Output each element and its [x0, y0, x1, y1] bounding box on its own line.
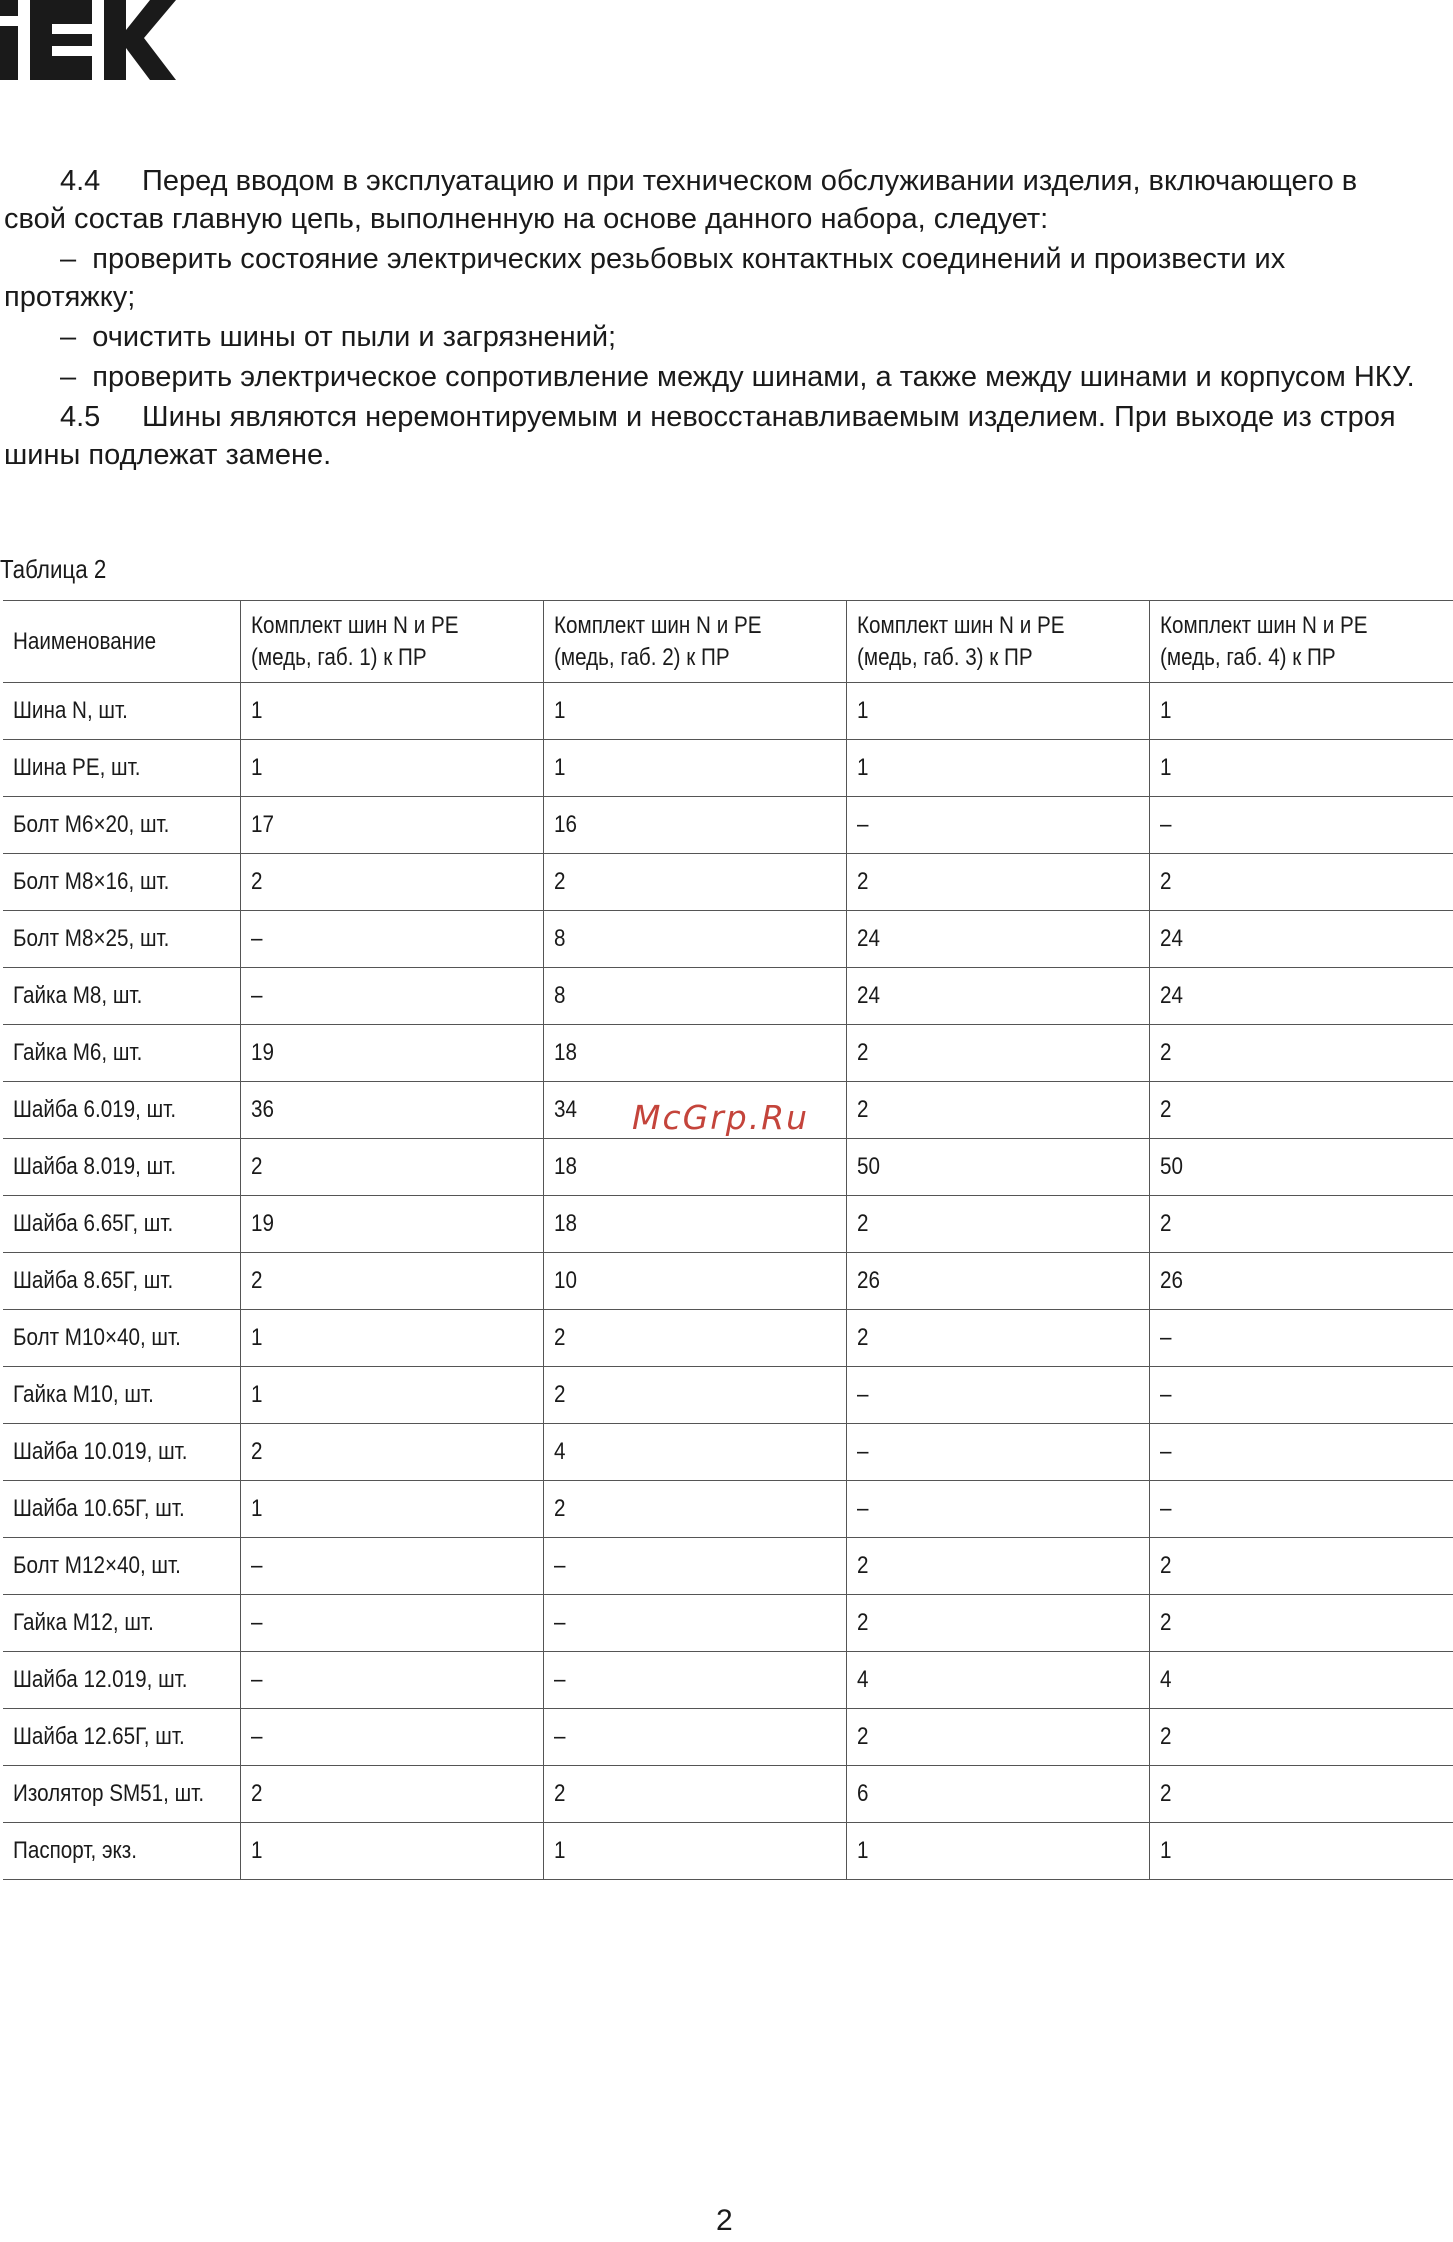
table-row — [3, 968, 1453, 1025]
item-name-cell: Гайка М10, шт. — [3, 1367, 240, 1424]
body-text — [4, 162, 1424, 476]
quantity-cell: – — [846, 1367, 1149, 1424]
quantity-cell: 1 — [1149, 1823, 1453, 1880]
quantity-cell: – — [846, 797, 1149, 854]
list-dash: – — [60, 361, 77, 393]
quantity-cell: – — [1149, 1367, 1453, 1424]
quantity-cell: 18 — [543, 1196, 846, 1253]
table-row — [3, 854, 1453, 911]
quantity-cell: 2 — [846, 1595, 1149, 1652]
quantity-cell: 6 — [846, 1766, 1149, 1823]
quantity-cell: 2 — [1149, 1082, 1453, 1139]
quantity-cell: 2 — [240, 1139, 543, 1196]
quantity-cell: 4 — [543, 1424, 846, 1481]
quantity-cell: 2 — [240, 1424, 543, 1481]
header-size-4: Комплект шин N и PE (медь, габ. 4) к ПР — [1149, 601, 1453, 683]
quantity-cell: 2 — [846, 1310, 1149, 1367]
components-table — [3, 600, 1453, 1880]
quantity-cell: 1 — [1149, 683, 1453, 740]
item-name-cell: Шина PE, шт. — [3, 740, 240, 797]
paragraph-number: 4.4 — [60, 165, 101, 197]
table-header-row — [3, 601, 1453, 683]
quantity-cell: – — [240, 1709, 543, 1766]
quantity-cell: – — [543, 1652, 846, 1709]
quantity-cell: 1 — [240, 1823, 543, 1880]
quantity-cell: 2 — [1149, 1196, 1453, 1253]
quantity-cell: – — [1149, 1424, 1453, 1481]
item-name-cell: Шайба 10.019, шт. — [3, 1424, 240, 1481]
paragraph-4-5 — [4, 398, 1424, 474]
table-row — [3, 1424, 1453, 1481]
quantity-cell: 1 — [240, 1481, 543, 1538]
quantity-cell: – — [1149, 1481, 1453, 1538]
quantity-cell: 1 — [846, 683, 1149, 740]
item-name-cell: Шайба 12.019, шт. — [3, 1652, 240, 1709]
table-row — [3, 911, 1453, 968]
quantity-cell: 1 — [1149, 740, 1453, 797]
quantity-cell: 2 — [1149, 1766, 1453, 1823]
table-row — [3, 1766, 1453, 1823]
quantity-cell: 8 — [543, 911, 846, 968]
quantity-cell: 17 — [240, 797, 543, 854]
quantity-cell: 19 — [240, 1025, 543, 1082]
table-row — [3, 1595, 1453, 1652]
quantity-cell: 24 — [846, 968, 1149, 1025]
item-name-cell: Болт М6×20, шт. — [3, 797, 240, 854]
quantity-cell: 1 — [846, 1823, 1149, 1880]
quantity-cell: 1 — [240, 1367, 543, 1424]
table-row — [3, 797, 1453, 854]
iek-logo — [0, 0, 176, 80]
quantity-cell: – — [543, 1709, 846, 1766]
quantity-cell: 36 — [240, 1082, 543, 1139]
quantity-cell: 16 — [543, 797, 846, 854]
quantity-cell: 2 — [543, 1766, 846, 1823]
paragraph-text: Перед вводом в эксплуатацию и при техническом обслуживании изделия, включающего в свой состав главную цепь, выполненную на основе данного набора, следует: — [4, 165, 1358, 235]
quantity-cell: 26 — [846, 1253, 1149, 1310]
quantity-cell: – — [543, 1538, 846, 1595]
quantity-cell: 2 — [240, 1766, 543, 1823]
quantity-cell: 1 — [543, 740, 846, 797]
quantity-cell: 18 — [543, 1025, 846, 1082]
item-name-cell: Шайба 8.019, шт. — [3, 1139, 240, 1196]
quantity-cell: 1 — [543, 1823, 846, 1880]
quantity-cell: 1 — [240, 683, 543, 740]
item-name-cell: Паспорт, экз. — [3, 1823, 240, 1880]
quantity-cell: 26 — [1149, 1253, 1453, 1310]
table-row — [3, 1652, 1453, 1709]
quantity-cell: 2 — [1149, 1025, 1453, 1082]
table-row — [3, 1310, 1453, 1367]
item-name-cell: Шайба 6.019, шт. — [3, 1082, 240, 1139]
quantity-cell: – — [543, 1595, 846, 1652]
table-body — [3, 683, 1453, 1880]
quantity-cell: 2 — [240, 1253, 543, 1310]
item-name-cell: Шайба 6.65Г, шт. — [3, 1196, 240, 1253]
item-name-cell: Болт М8×25, шт. — [3, 911, 240, 968]
quantity-cell: – — [240, 1538, 543, 1595]
quantity-cell: 2 — [846, 1082, 1149, 1139]
quantity-cell: 2 — [1149, 1709, 1453, 1766]
quantity-cell: 1 — [846, 740, 1149, 797]
header-name: Наименование — [3, 601, 240, 683]
header-size-2: Комплект шин N и PE (медь, габ. 2) к ПР — [543, 601, 846, 683]
list-item-text: очистить шины от пыли и загрязнений; — [92, 321, 617, 353]
quantity-cell: 2 — [543, 1481, 846, 1538]
list-item — [4, 318, 1424, 356]
quantity-cell: 2 — [543, 1367, 846, 1424]
quantity-cell: – — [240, 1595, 543, 1652]
quantity-cell: 1 — [543, 683, 846, 740]
quantity-cell: – — [240, 1652, 543, 1709]
quantity-cell: 34 — [543, 1082, 846, 1139]
item-name-cell: Шина N, шт. — [3, 683, 240, 740]
quantity-cell: 2 — [240, 854, 543, 911]
quantity-cell: – — [846, 1481, 1149, 1538]
list-item-text: проверить электрическое сопротивление между шинами, а также между шинами и корпусом НКУ. — [92, 361, 1415, 393]
header-size-1: Комплект шин N и PE (медь, габ. 1) к ПР — [240, 601, 543, 683]
item-name-cell: Болт М12×40, шт. — [3, 1538, 240, 1595]
quantity-cell: – — [240, 911, 543, 968]
item-name-cell: Болт М10×40, шт. — [3, 1310, 240, 1367]
quantity-cell: 1 — [240, 1310, 543, 1367]
table-row — [3, 740, 1453, 797]
item-name-cell: Гайка М6, шт. — [3, 1025, 240, 1082]
list-item — [4, 240, 1424, 316]
quantity-cell: 2 — [846, 1709, 1149, 1766]
quantity-cell: – — [1149, 1310, 1453, 1367]
table-row — [3, 1196, 1453, 1253]
table-row — [3, 1481, 1453, 1538]
quantity-cell: 24 — [1149, 911, 1453, 968]
table-row — [3, 1367, 1453, 1424]
table-row — [3, 1538, 1453, 1595]
item-name-cell: Болт М8×16, шт. — [3, 854, 240, 911]
quantity-cell: 19 — [240, 1196, 543, 1253]
table-row — [3, 683, 1453, 740]
quantity-cell: – — [1149, 797, 1453, 854]
watermark: McGrp.Ru — [632, 1098, 810, 1137]
list-dash: – — [60, 321, 77, 353]
quantity-cell: – — [240, 968, 543, 1025]
quantity-cell: 2 — [846, 1196, 1149, 1253]
quantity-cell: 18 — [543, 1139, 846, 1196]
quantity-cell: 24 — [846, 911, 1149, 968]
list-item — [4, 358, 1424, 396]
table-row — [3, 1823, 1453, 1880]
paragraph-number: 4.5 — [60, 401, 101, 433]
quantity-cell: 2 — [1149, 1595, 1453, 1652]
quantity-cell: 8 — [543, 968, 846, 1025]
quantity-cell: 4 — [1149, 1652, 1453, 1709]
page-number: 2 — [716, 2204, 733, 2237]
item-name-cell: Шайба 10.65Г, шт. — [3, 1481, 240, 1538]
table-row — [3, 1025, 1453, 1082]
item-name-cell: Гайка М12, шт. — [3, 1595, 240, 1652]
list-dash: – — [60, 243, 77, 275]
quantity-cell: 50 — [846, 1139, 1149, 1196]
table-row — [3, 1709, 1453, 1766]
paragraph-text: Шины являются неремонтируемым и невосстанавливаемым изделием. При выходе из строя шины подлежат замене. — [4, 401, 1396, 471]
paragraph-4-4 — [4, 162, 1424, 238]
header-size-3: Комплект шин N и PE (медь, габ. 3) к ПР — [846, 601, 1149, 683]
quantity-cell: 2 — [543, 1310, 846, 1367]
quantity-cell: – — [846, 1424, 1149, 1481]
list-item-text: проверить состояние электрических резьбовых контактных соединений и произвести их протяжку; — [4, 243, 1286, 313]
table-caption: Таблица 2 — [0, 554, 107, 584]
quantity-cell: 2 — [846, 854, 1149, 911]
quantity-cell: 50 — [1149, 1139, 1453, 1196]
quantity-cell: 2 — [543, 854, 846, 911]
quantity-cell: 2 — [1149, 1538, 1453, 1595]
quantity-cell: 2 — [1149, 854, 1453, 911]
quantity-cell: 10 — [543, 1253, 846, 1310]
item-name-cell: Шайба 8.65Г, шт. — [3, 1253, 240, 1310]
quantity-cell: 1 — [240, 740, 543, 797]
item-name-cell: Гайка М8, шт. — [3, 968, 240, 1025]
table-row — [3, 1139, 1453, 1196]
table-row — [3, 1253, 1453, 1310]
quantity-cell: 24 — [1149, 968, 1453, 1025]
quantity-cell: 2 — [846, 1025, 1149, 1082]
quantity-cell: 4 — [846, 1652, 1149, 1709]
quantity-cell: 2 — [846, 1538, 1149, 1595]
item-name-cell: Изолятор SM51, шт. — [3, 1766, 240, 1823]
item-name-cell: Шайба 12.65Г, шт. — [3, 1709, 240, 1766]
